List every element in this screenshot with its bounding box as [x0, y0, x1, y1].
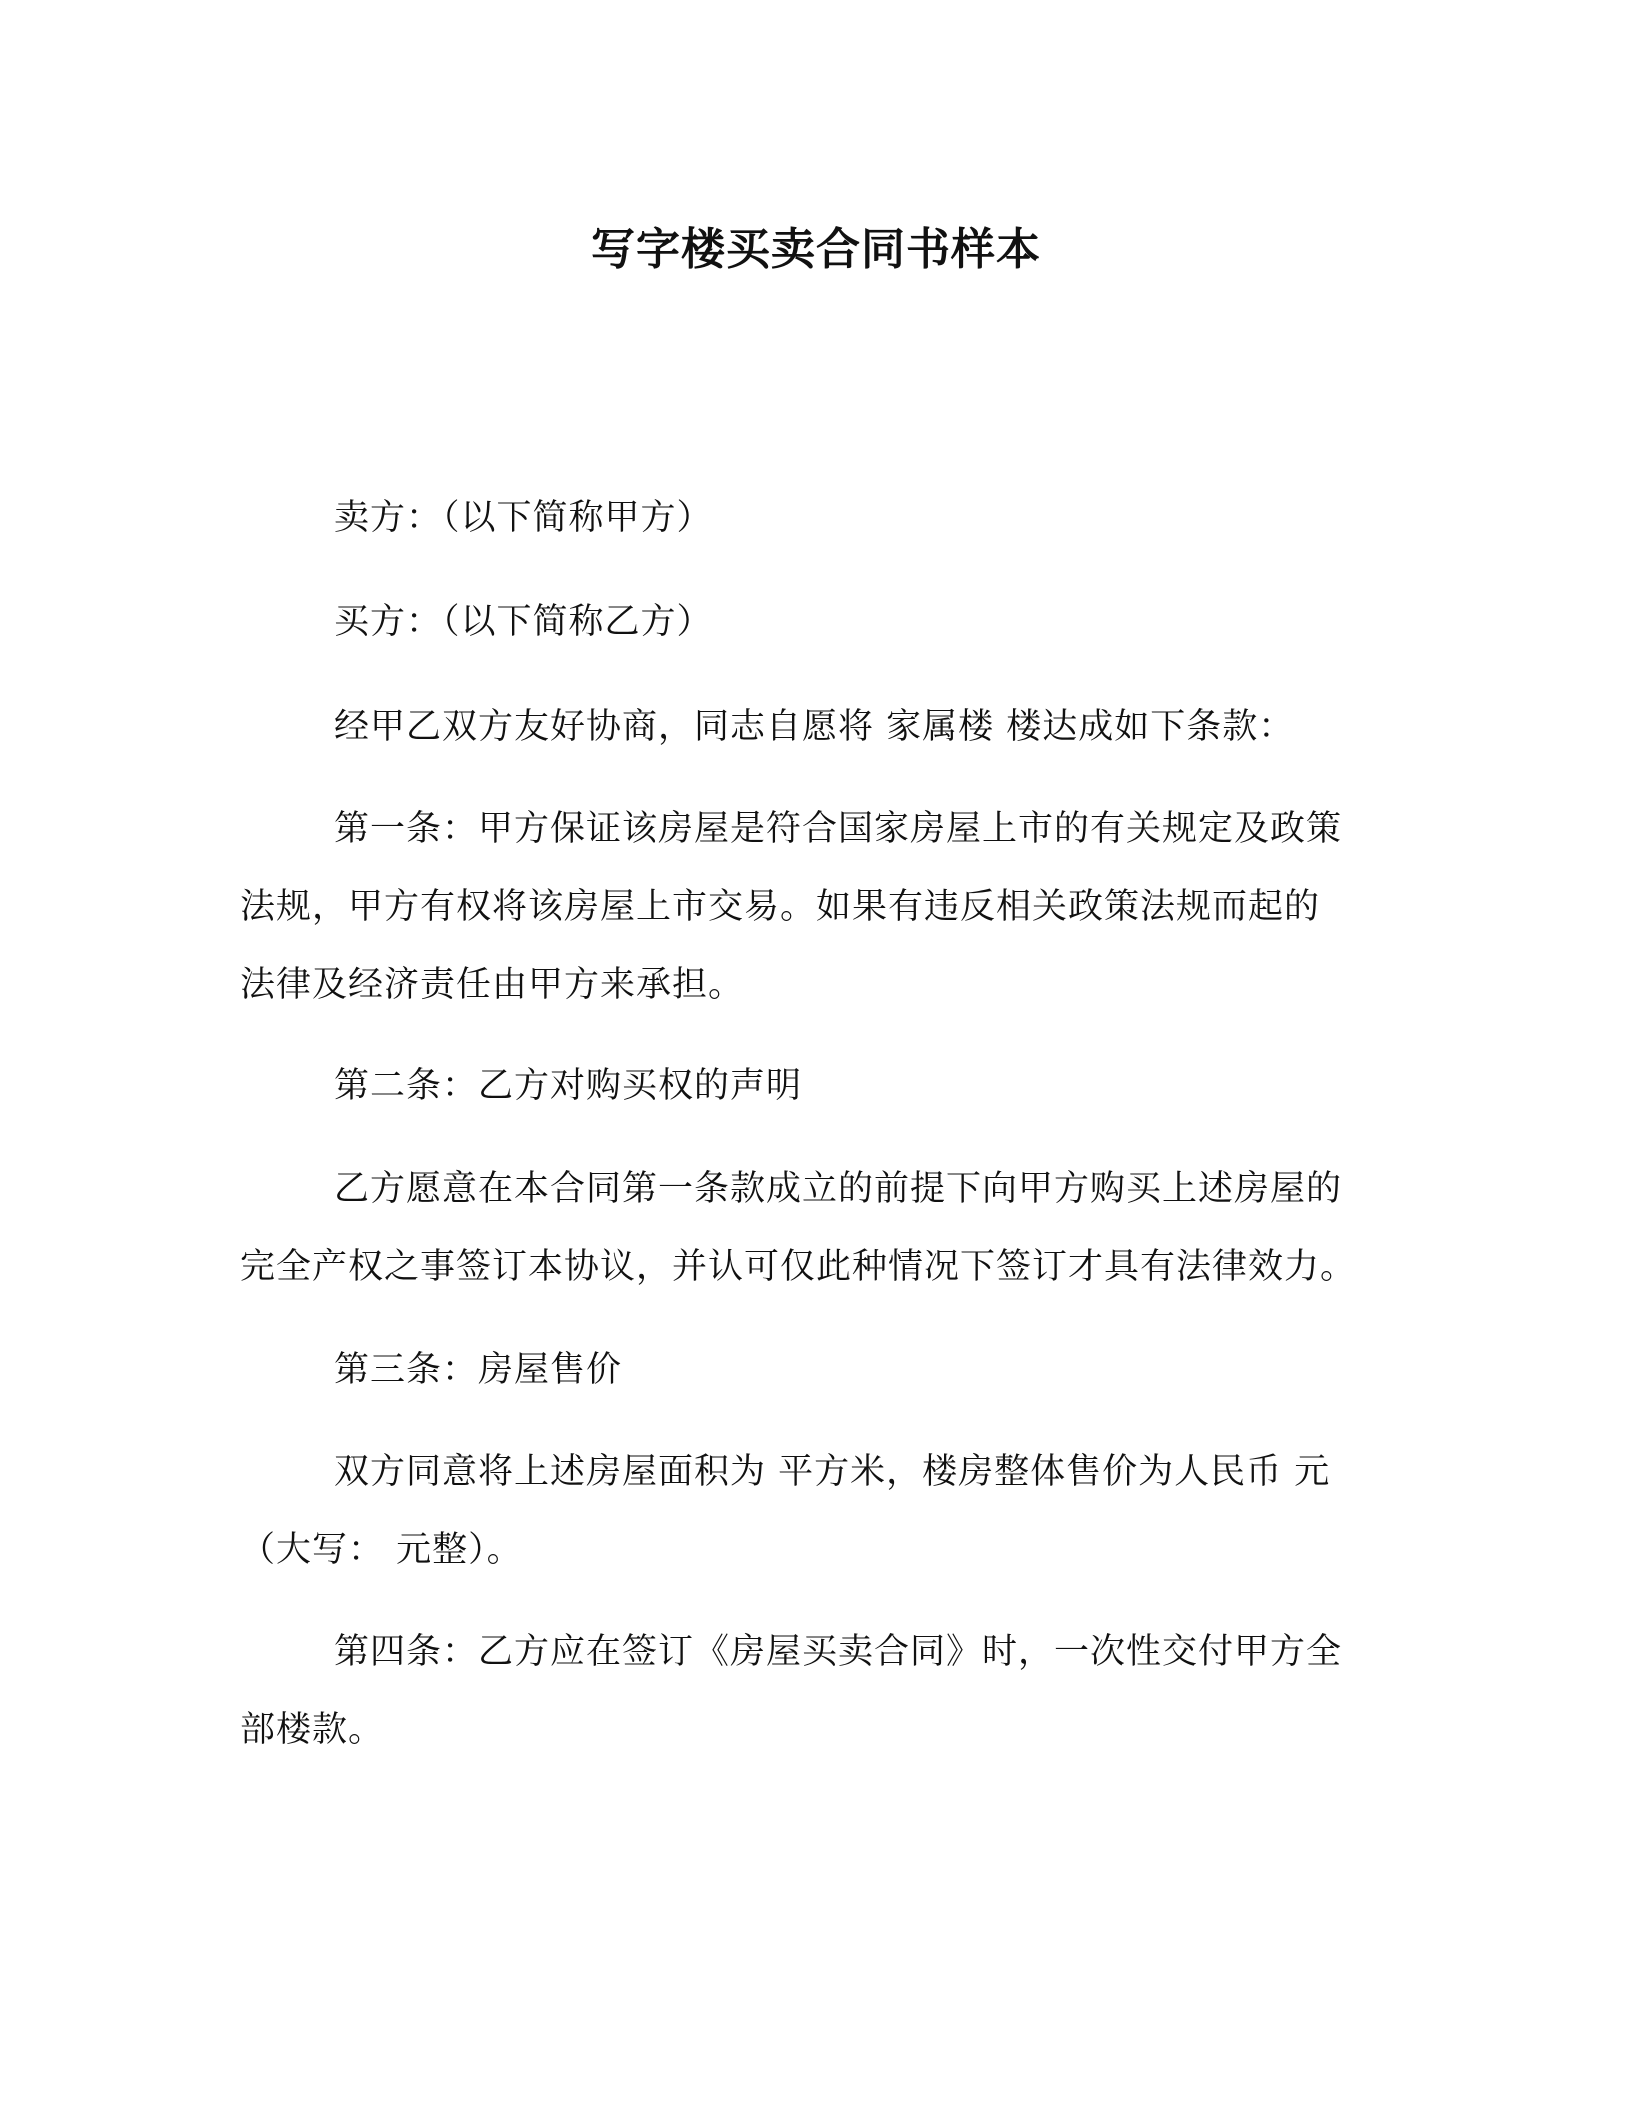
article-1-line-1: 第一条：甲方保证该房屋是符合国家房屋上市的有关规定及政策 [334, 809, 1343, 849]
article-3-heading: 第三条：房屋售价 [334, 1350, 623, 1390]
preamble-line: 经甲乙双方友好协商，同志自愿将 家属楼 楼达成如下条款： [334, 707, 1295, 747]
seller-line: 卖方：（以下简称甲方） [334, 498, 713, 538]
page-title: 写字楼买卖合同书样本 [591, 224, 1041, 275]
article-4-line-2: 部楼款。 [240, 1710, 385, 1750]
buyer-line: 买方：（以下简称乙方） [334, 602, 713, 642]
article-2-heading: 第二条：乙方对购买权的声明 [334, 1066, 803, 1106]
article-2-line-2: 完全产权之事签订本协议，并认可仅此种情况下签订才具有法律效力。 [240, 1247, 1357, 1287]
article-1-line-3: 法律及经济责任由甲方来承担。 [240, 965, 745, 1005]
article-3-line-1: 双方同意将上述房屋面积为 平方米，楼房整体售价为人民币 元 [334, 1452, 1331, 1492]
article-1-line-2: 法规，甲方有权将该房屋上市交易。如果有违反相关政策法规而起的 [240, 887, 1321, 927]
article-2-line-1: 乙方愿意在本合同第一条款成立的前提下向甲方购买上述房屋的 [334, 1169, 1343, 1209]
article-4-line-1: 第四条：乙方应在签订《房屋买卖合同》时，一次性交付甲方全 [334, 1632, 1343, 1672]
article-3-line-2: （大写： 元整）。 [240, 1530, 523, 1570]
